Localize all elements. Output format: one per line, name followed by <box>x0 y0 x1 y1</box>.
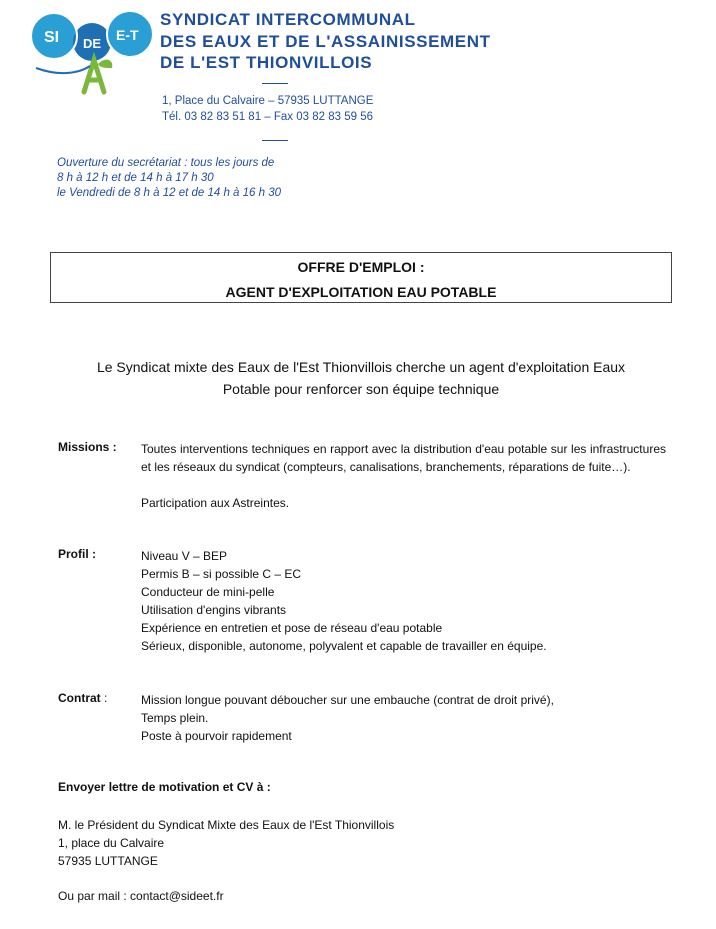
logo-text-si: SI <box>44 29 60 46</box>
contrat-item: Temps plein. <box>141 711 209 725</box>
contrat-item: Poste à pourvoir rapidement <box>141 729 292 743</box>
profil-item: Expérience en entretien et pose de réseau d'eau potable <box>141 621 443 635</box>
apply-heading: Envoyer lettre de motivation et CV à : <box>58 780 271 794</box>
intro-line1: Le Syndicat mixte des Eaux de l'Est Thionvillois cherche un agent d'exploitation Eaux <box>96 359 626 375</box>
org-name-line3: DE L'EST THIONVILLOIS <box>160 53 373 72</box>
missions-astreintes: Participation aux Astreintes. <box>141 496 290 510</box>
profil-item: Niveau V – BEP <box>141 549 228 563</box>
profil-label: Profil : <box>58 547 96 561</box>
apply-address-line3: 57935 LUTTANGE <box>58 854 158 868</box>
missions-text: Toutes interventions techniques en rapport avec la distribution d'eau potable sur les infrastructures et les réseaux du syndicat (compteurs, canalisations, branchements, réparations de fuite…). <box>141 442 666 474</box>
offer-title-box <box>50 252 672 303</box>
logo-text-de: DE <box>83 36 102 51</box>
hours-line2: 8 h à 12 h et de 14 h à 17 h 30 <box>57 172 214 184</box>
profil-item: Conducteur de mini-pelle <box>141 585 275 599</box>
offer-subtitle: AGENT D'EXPLOITATION EAU POTABLE <box>225 284 497 300</box>
hours-line3: le Vendredi de 8 h à 12 et de 14 h à 16 h 30 <box>57 187 282 199</box>
contrat-label <box>58 691 107 705</box>
missions-label: Missions : <box>58 440 117 454</box>
hours-line1: Ouverture du secrétariat : tous les jours de <box>57 157 275 169</box>
org-name-line1: SYNDICAT INTERCOMMUNAL <box>160 10 416 29</box>
profil-item: Sérieux, disponible, autonome, polyvalent et capable de travailler en équipe. <box>141 639 547 653</box>
org-address: 1, Place du Calvaire – 57935 LUTTANGE <box>162 95 374 107</box>
apply-address-line2: 1, place du Calvaire <box>58 836 165 850</box>
divider-top <box>262 83 288 84</box>
logo-leaf <box>98 60 112 68</box>
logo-text-et: E-T <box>116 27 139 43</box>
divider-bottom <box>262 140 288 141</box>
profil-item: Permis B – si possible C – EC <box>141 567 302 581</box>
org-phone-fax: Tél. 03 82 83 51 81 – Fax 03 82 83 59 56 <box>162 111 373 123</box>
profil-item: Utilisation d'engins vibrants <box>141 603 287 617</box>
contrat-label-colon: : <box>100 691 108 705</box>
apply-mail-line: Ou par mail : contact@sideet.fr <box>58 889 224 903</box>
apply-address-line1: M. le Président du Syndicat Mixte des Eaux de l'Est Thionvillois <box>58 818 395 832</box>
sideet-logo <box>28 6 156 98</box>
offer-title: OFFRE D'EMPLOI : <box>297 259 425 275</box>
contrat-label-text: Contrat <box>58 691 101 705</box>
contrat-item: Mission longue pouvant déboucher sur une embauche (contrat de droit privé), <box>141 693 554 707</box>
org-name-line2: DES EAUX ET DE L'ASSAINISSEMENT <box>160 32 491 51</box>
intro-line2: Potable pour renforcer son équipe technique <box>222 381 500 397</box>
